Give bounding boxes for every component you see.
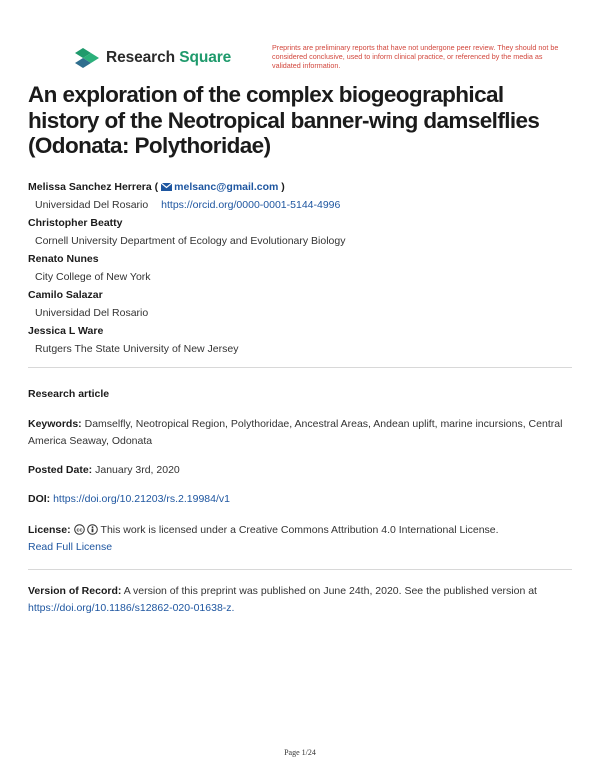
author-name: Jessica L Ware: [28, 325, 104, 337]
author-email[interactable]: ( melsanc@gmail.com ): [154, 181, 285, 193]
orcid-link[interactable]: https://orcid.org/0000-0001-5144-4996: [161, 199, 341, 211]
version-of-record: Version of Record: A version of this preprint was published on June 24th, 2020. See the published version at https://doi.org/10.1186/s12862-020-01638-z.: [28, 585, 537, 614]
page-number: Page 1/24: [284, 748, 316, 757]
cc-license-icons: [74, 524, 98, 535]
keywords: [28, 416, 576, 450]
author-affiliation: Rutgers The State University of New Jersey: [35, 343, 239, 355]
keywords-label: Keywords:: [28, 418, 82, 430]
author-affiliation: Cornell University Department of Ecology and Evolutionary Biology: [35, 235, 346, 247]
svg-text:cc: cc: [75, 527, 83, 534]
research-square-logo-icon: [74, 47, 100, 69]
envelope-icon: [161, 183, 172, 191]
author-affiliation: Universidad Del Rosario https://orcid.org/0000-0001-5144-4996: [35, 199, 341, 211]
doi: DOI: https://doi.org/10.21203/rs.2.19984/v1: [28, 493, 230, 505]
divider: [28, 569, 572, 570]
keywords-value: Damselfly, Neotropical Region, Polythoridae, Ancestral Areas, Andean uplift, marine incursions, Central America Seaway, Odonata: [28, 418, 563, 447]
license: License: cc This work is licensed under a Creative Commons Attribution 4.0 International License. Read Full License: [28, 524, 499, 553]
article-type: Research article: [28, 388, 110, 400]
author-name: Renato Nunes: [28, 253, 99, 265]
logo-text: Research Square: [106, 49, 232, 66]
attribution-icon: [87, 524, 98, 535]
creative-commons-icon: [74, 524, 85, 535]
version-of-record-link[interactable]: https://doi.org/10.1186/s12862-020-01638-z.: [28, 602, 235, 614]
author-list: [28, 181, 578, 361]
page-header: [74, 43, 559, 74]
research-square-logo[interactable]: [74, 47, 231, 69]
posted-date: Posted Date: January 3rd, 2020: [28, 464, 180, 476]
author-name: Camilo Salazar: [28, 289, 103, 301]
paper-title: An exploration of the complex biogeographical history of the Neotropical banner-wing damselflies (Odonata: Polythoridae): [28, 82, 540, 158]
author-name: Melissa Sanchez Herrera ( melsanc@gmail.com ): [28, 181, 285, 193]
author-affiliation: Universidad Del Rosario: [35, 307, 149, 319]
author-affiliation: City College of New York: [35, 271, 151, 283]
divider: [28, 367, 572, 368]
author-name: Christopher Beatty: [28, 217, 123, 229]
read-full-license-link[interactable]: Read Full License: [28, 541, 113, 553]
doi-link[interactable]: https://doi.org/10.21203/rs.2.19984/v1: [53, 493, 230, 505]
preprint-disclaimer: Preprints are preliminary reports that have not undergone peer review. They should not be considered conclusive, used to inform clinical practice, or referenced by the media as validated information.: [272, 43, 559, 70]
